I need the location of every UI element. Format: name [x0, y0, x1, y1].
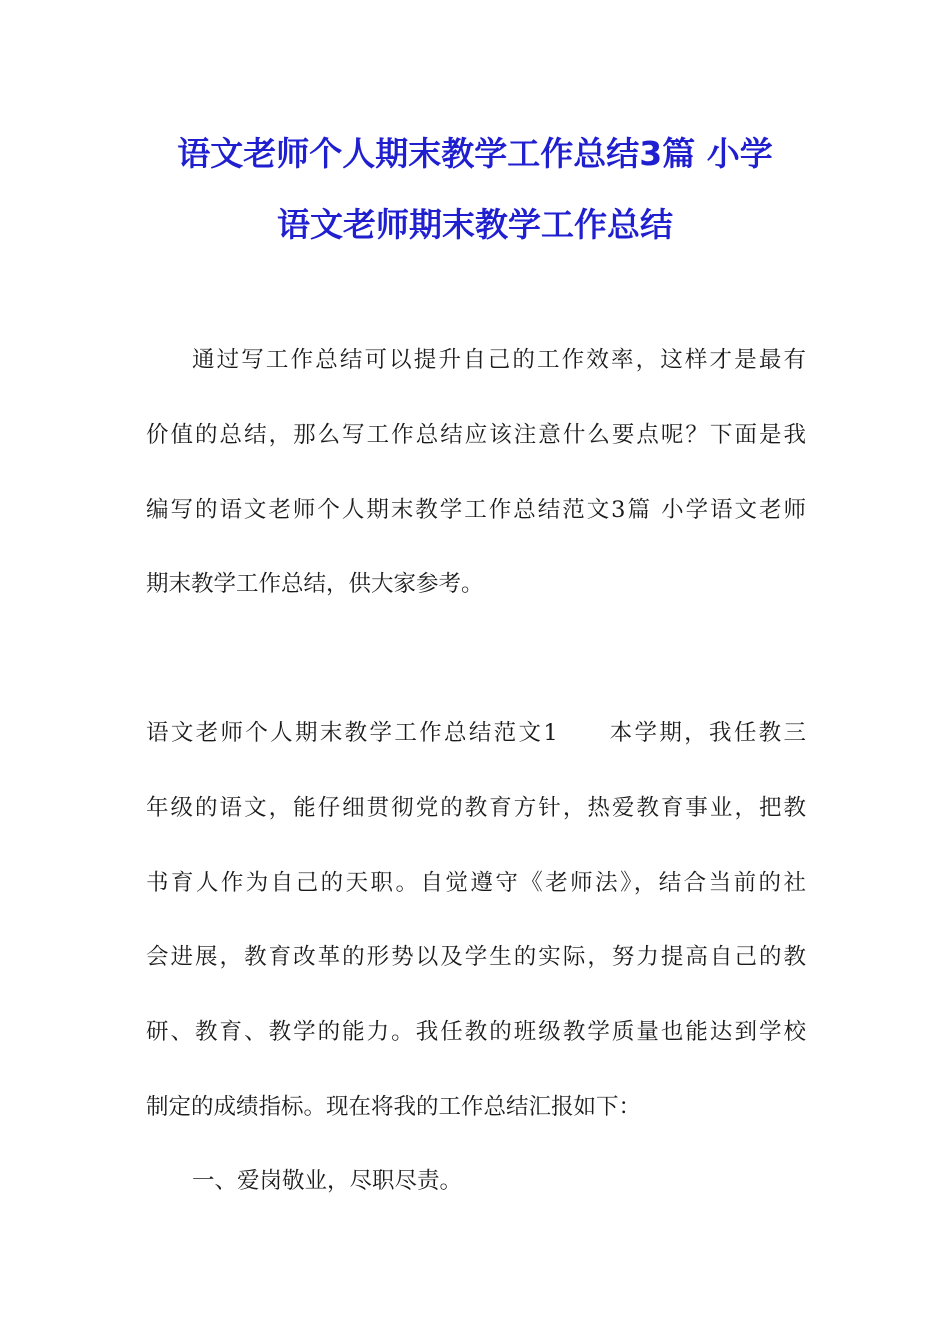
intro-paragraph-line: 价值的总结，那么写工作总结应该注意什么要点呢？下面是我 — [146, 422, 806, 448]
section1-paragraph-line: 书育人作为自己的天职。自觉遵守《老师法》，结合当前的社 — [146, 870, 806, 896]
document-title-line-2: 语文老师期末教学工作总结 — [277, 205, 673, 244]
section1-paragraph-line: 研、教育、教学的能力。我任教的班级教学质量也能达到学校 — [146, 1019, 806, 1045]
intro-paragraph-line: 期末教学工作总结，供大家参考。 — [146, 571, 484, 597]
intro-paragraph-line: 编写的语文老师个人期末教学工作总结范文3篇 小学语文老师 — [146, 497, 806, 523]
intro-paragraph-line: 通过写工作总结可以提升自己的工作效率，这样才是最有 — [192, 347, 806, 373]
section-heading: 一、爱岗敬业，尽职尽责。 — [192, 1168, 463, 1194]
document-title-line-1: 语文老师个人期末教学工作总结3篇 小学 — [177, 134, 773, 173]
section1-paragraph-line: 制定的成绩指标。现在将我的工作总结汇报如下： — [146, 1094, 642, 1120]
section1-paragraph-line: 会进展，教育改革的形势以及学生的实际，努力提高自己的教 — [146, 944, 806, 970]
section1-paragraph-line: 年级的语文，能仔细贯彻党的教育方针，热爱教育事业，把教 — [146, 795, 806, 821]
section1-paragraph-line: 语文老师个人期末教学工作总结范文1 本学期，我任教三 — [146, 720, 806, 746]
